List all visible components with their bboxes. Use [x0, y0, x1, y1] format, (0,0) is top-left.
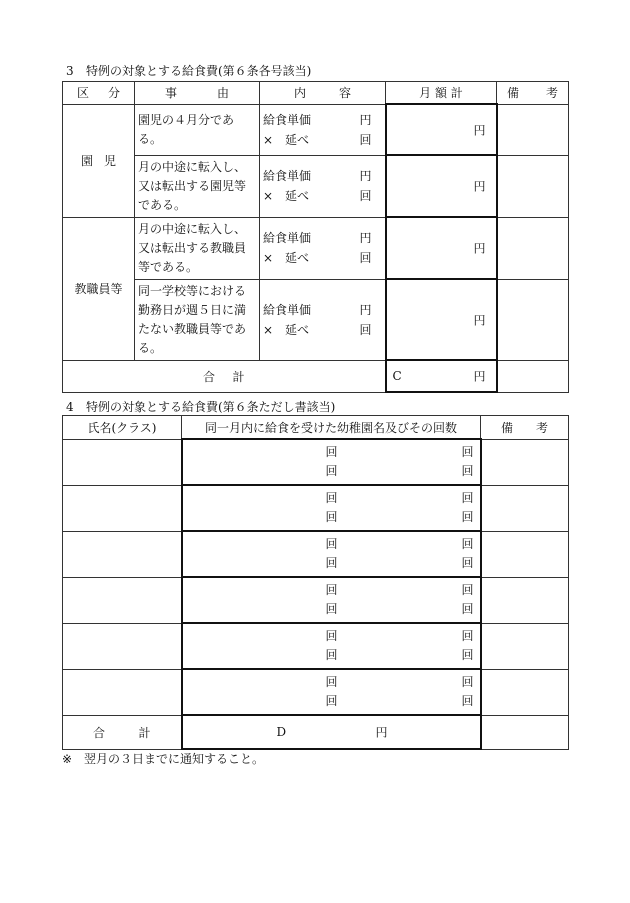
- footnote: [62, 750, 264, 767]
- header-reason: 事 由: [135, 82, 260, 105]
- kindergarten-times-field[interactable]: 回 回 回 回: [182, 439, 481, 485]
- table-row: [63, 531, 569, 577]
- category-children: 園 児: [63, 104, 135, 217]
- kindergarten-times-field[interactable]: 回 回 回 回: [182, 531, 481, 577]
- total-label-cell: 合 計: [63, 715, 182, 749]
- section-4-number: 4: [66, 400, 74, 414]
- name-class-field[interactable]: [63, 485, 182, 531]
- name-class-field[interactable]: [63, 439, 182, 485]
- name-class-field[interactable]: [63, 669, 182, 715]
- name-class-field[interactable]: [63, 623, 182, 669]
- reason-cell: 月の中途に転入し、又は転出する教職員等である。: [135, 217, 260, 279]
- remarks-field[interactable]: [481, 485, 569, 531]
- name-class-field[interactable]: [63, 577, 182, 623]
- remarks-field[interactable]: [497, 217, 569, 279]
- section-3-title-text: 特例の対象とする給食費(第６条各号該当): [86, 64, 312, 78]
- header-name-class: 氏名(クラス): [63, 416, 182, 440]
- table-row: [63, 439, 569, 485]
- header-remarks: 備 考: [481, 416, 569, 440]
- table-row: [63, 577, 569, 623]
- note-mark: ※: [62, 752, 73, 766]
- content-cell: 給食単価 円 × 延べ 回: [260, 104, 386, 155]
- special-meal-fee-table-article6-proviso: [62, 415, 569, 750]
- reason-cell: 園児の４月分である。: [135, 104, 260, 155]
- section-4-title-text: 特例の対象とする給食費(第６条ただし書該当): [86, 400, 336, 414]
- monthly-amount-field[interactable]: 円: [386, 155, 497, 217]
- reason-cell: 月の中途に転入し、又は転出する園児等である。: [135, 155, 260, 217]
- total-d-field[interactable]: D 円: [182, 715, 481, 749]
- remarks-field[interactable]: [481, 715, 569, 749]
- kindergarten-times-field[interactable]: 回 回 回 回: [182, 623, 481, 669]
- kindergarten-times-field[interactable]: 回 回 回 回: [182, 577, 481, 623]
- remarks-field[interactable]: [481, 669, 569, 715]
- table-row: [63, 669, 569, 715]
- monthly-amount-field[interactable]: 円: [386, 279, 497, 360]
- note-text: 翌月の３日までに通知すること。: [84, 752, 265, 766]
- monthly-amount-field[interactable]: 円: [386, 217, 497, 279]
- table-row: [63, 485, 569, 531]
- content-cell: 給食単価 円 × 延べ 回: [260, 217, 386, 279]
- category-staff: 教職員等: [63, 217, 135, 360]
- section-3-title: [66, 62, 311, 79]
- header-remarks: 備 考: [497, 82, 569, 105]
- remarks-field[interactable]: [481, 531, 569, 577]
- header-kindergarten-times: 同一月内に給食を受けた幼稚園名及びその回数: [182, 416, 481, 440]
- kindergarten-times-field[interactable]: 回 回 回 回: [182, 485, 481, 531]
- total-label-cell: 合 計: [63, 360, 386, 392]
- section-3-number: 3: [66, 64, 74, 78]
- header-monthly-total: 月 額 計: [386, 82, 497, 105]
- header-category: 区 分: [63, 82, 135, 105]
- name-class-field[interactable]: [63, 531, 182, 577]
- remarks-field[interactable]: [481, 439, 569, 485]
- header-content: 内 容: [260, 82, 386, 105]
- content-cell: 給食単価 円 × 延べ 回: [260, 279, 386, 360]
- remarks-field[interactable]: [497, 155, 569, 217]
- remarks-field[interactable]: [497, 360, 569, 392]
- special-meal-fee-table-article6-items: [62, 81, 569, 393]
- section-4-title: [66, 398, 335, 415]
- remarks-field[interactable]: [481, 623, 569, 669]
- remarks-field[interactable]: [481, 577, 569, 623]
- kindergarten-times-field[interactable]: 回 回 回 回: [182, 669, 481, 715]
- total-c-field[interactable]: C 円: [386, 360, 497, 392]
- remarks-field[interactable]: [497, 279, 569, 360]
- table-row: [63, 623, 569, 669]
- remarks-field[interactable]: [497, 104, 569, 155]
- monthly-amount-field[interactable]: 円: [386, 104, 497, 155]
- content-cell: 給食単価 円 × 延べ 回: [260, 155, 386, 217]
- reason-cell: 同一学校等における勤務日が週５日に満たない教職員等である。: [135, 279, 260, 360]
